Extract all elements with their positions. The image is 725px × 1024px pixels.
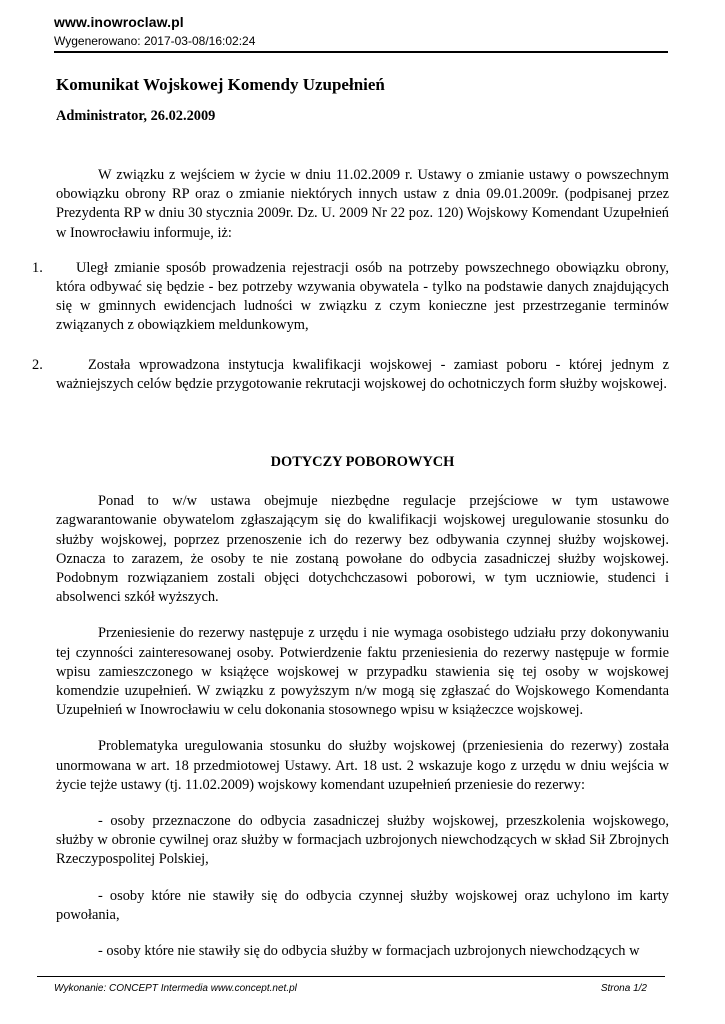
list-number: 2. — [32, 356, 43, 373]
list-number: 1. — [32, 259, 43, 276]
footer-credit: Wykonanie: CONCEPT Intermedia www.concept.net.pl — [54, 983, 297, 994]
generated-timestamp: Wygenerowano: 2017-03-08/16:02:24 — [54, 34, 256, 48]
page-number: Strona 1/2 — [600, 983, 647, 994]
body-paragraph: Przeniesienie do rezerwy następuje z urzędu i nie wymaga osobistego udziału przy dokonywaniu tej czynności zainteresowanej osoby. Potwierdzenie faktu przeniesienia do rezerwy następuje w formie wpisu zamieszczonego w książęce wojskowej w przypadku stawienia się tej osoby w wojskowej komendzie uzupełnień. W związku z powyższym n/w mogą się zgłaszać do Wojskowego Komendanta Uzupełnień w Inowrocławiu w celu dokonania stosownego wpisu w książeczce wojskowej. — [56, 625, 669, 719]
intro-paragraph: W związku z wejściem w życie w dniu 11.02.2009 r. Ustawy o zmianie ustawy o powszechnym obowiązku obrony RP oraz o zmianie niektórych innych ustaw z dnia 09.01.2009r. (podpisanej przez Prezydenta RP w dniu 30 stycznia 2009r. Dz. U. 2009 Nr 22 poz. 120) Wojskowy Komendant Uzupełnień w Inowrocławiu informuje, iż: — [56, 167, 669, 241]
section-heading: DOTYCZY POBOROWYCH — [270, 454, 455, 471]
body-paragraph: - osoby które nie stawiły się do odbycia czynnej służby wojskowej oraz uchylono im karty powołania, — [56, 887, 669, 923]
list-item — [32, 259, 669, 336]
list-item-text: Uległ zmianie sposób prowadzenia rejestracji osób na potrzeby powszechnego obowiązku obrony, która odbywać się będzie - bez potrzeby wzywania obywatela - tylko na podstawie danych znajdujących się w gminnych ewidencjach ludności w związku z czym konieczne jest przestrzeganie terminów związanych z obowiązkiem meldunkowym, — [56, 259, 669, 334]
list-item — [32, 356, 669, 394]
body-paragraph: Ponad to w/w ustawa obejmuje niezbędne regulacje przejściowe w tym ustawowe zagwarantowanie obywatelom zgłaszającym się do kwalifikacji wojskowej uregulowanie stosunku do służby wojskowej, poprzez przenoszenie ich do rezerwy bez odbywania czynnej służby wojskowej. Oznacza to zarazem, że osoby te nie zostaną powołane do odbycia zasadniczej służby wojskowej. Podobnym rozwiązaniem zostali objęci dotychchczasowi poborowi, w tym uczniowie, studenci i absolwenci szkół wyższych. — [56, 493, 669, 606]
header-divider — [54, 51, 668, 53]
body-paragraph: - osoby przeznaczone do odbycia zasadniczej służby wojskowej, przeszkolenia wojskowego, służby w obronie cywilnej oraz służby w formacjach uzbrojonych niewchodzących w skład Sił Zbrojnych Rzeczypospolitej Polskiej, — [56, 813, 669, 868]
body-paragraph: Problematyka uregulowania stosunku do służby wojskowej (przeniesienia do rezerwy) została unormowana w art. 18 przedmiotowej Ustawy. Art. 18 ust. 2 wskazuje kogo z urzędu w dniu wejścia w życie tejże ustawy (tj. 11.02.2009) wojskowy komendant uzupełnień przeniesie do rezerwy: — [56, 738, 669, 793]
article-title: Komunikat Wojskowej Komendy Uzupełnień — [56, 75, 385, 94]
article-body — [32, 70, 669, 961]
footer-divider — [37, 976, 665, 977]
site-url: www.inowroclaw.pl — [54, 14, 184, 30]
article-author-date: Administrator, 26.02.2009 — [56, 108, 216, 124]
body-paragraph: - osoby które nie stawiły się do odbycia służby w formacjach uzbrojonych niewchodzących w — [98, 943, 640, 960]
list-item-text: Została wprowadzona instytucja kwalifikacji wojskowej - zamiast poboru - której jednym z ważniejszych celów będzie przygotowanie rekrutacji wojskowej do ochotniczych form służby wojskowej. — [56, 356, 669, 392]
